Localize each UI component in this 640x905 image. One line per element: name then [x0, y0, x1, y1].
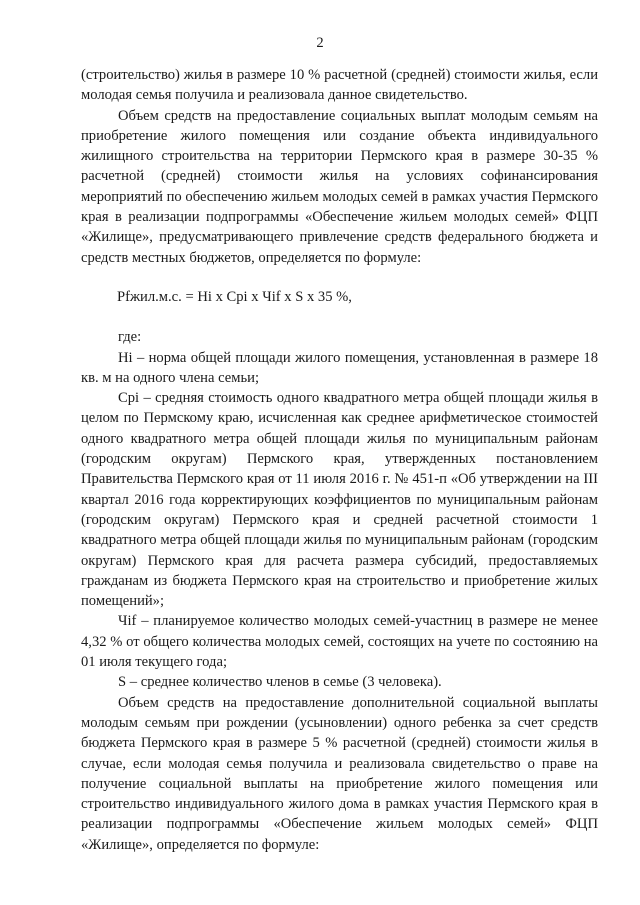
paragraph-funding-volume: Объем средств на предоставление социальных выплат молодым семьям на приобретение жилого помещения или создание объекта индивидуального жилищного строительства на территории Пермского края в размере 30-35 % расчетной (средней) стоимости жилья на условиях софинансирования мероприятий по обеспечению жильем молодых семей в рамках участия Пермского края в реализации подпрограммы «Обеспечение жильем молодых семей» ФЦП «Жилище», предусматривающего привлечение средств федерального бюджета и средств местных бюджетов, определяется по формуле: [81, 107, 598, 266]
formula-main: Рfжил.м.с. = Hi x Cpi x Чif x S x 35 %, [117, 288, 352, 305]
definition-chif: Чif – планируемое количество молодых семей-участниц в размере не менее 4,32 % от общего количества молодых семей, состоящих на учете по состоянию на 01 июля текущего года; [81, 613, 598, 671]
page-number: 2 [316, 35, 324, 51]
definition-hi: Hi – норма общей площади жилого помещения, установленная в размере 18 кв. м на одного члена семьи; [81, 349, 598, 386]
definition-s: S – среднее количество членов в семье (3 человека). [118, 674, 442, 691]
paragraph-additional-payment: Объем средств на предоставление дополнительной социальной выплаты молодым семьям при рождении (усыновлении) одного ребенка за счет средств бюджета Пермского края в размере 5 % расчетной (средней) стоимости жилья в случае, если молодая семья получила и реализовала свидетельство о праве на получение социальной выплаты на приобретение жилого помещения или строительство индивидуального жилого дома в рамках участия Пермского края в реализации подпрограммы «Обеспечение жильем молодых семей» ФЦП «Жилище», определяется по формуле: [81, 694, 598, 853]
document-body [81, 65, 598, 855]
definition-cpi: Cpi – средняя стоимость одного квадратного метра общей площади жилья в целом по Пермскому краю, исчисленная как среднее арифметическое стоимостей одного квадратного метра общей площади жилья по муниципальным районам (городским округам) Пермского края, утвержденных постановлением Правительства Пермского края от 11 июля 2016 г. № 451-п «Об утверждении на III квартал 2016 года корректирующих коэффициентов по муниципальным районам (городским округам) Пермского края и средней расчетной стоимости 1 квадратного метра общей площади жилья по муниципальным районам (городским округам) Пермского края для расчета размера субсидий, предоставляемых гражданам из бюджета Пермского края на строительство и приобретение жилых помещений»; [81, 390, 598, 610]
paragraph-continuation: (строительство) жилья в размере 10 % расчетной (средней) стоимости жилья, если молодая семья получила и реализовала данное свидетельство. [81, 67, 598, 104]
where-label: где: [118, 329, 142, 346]
